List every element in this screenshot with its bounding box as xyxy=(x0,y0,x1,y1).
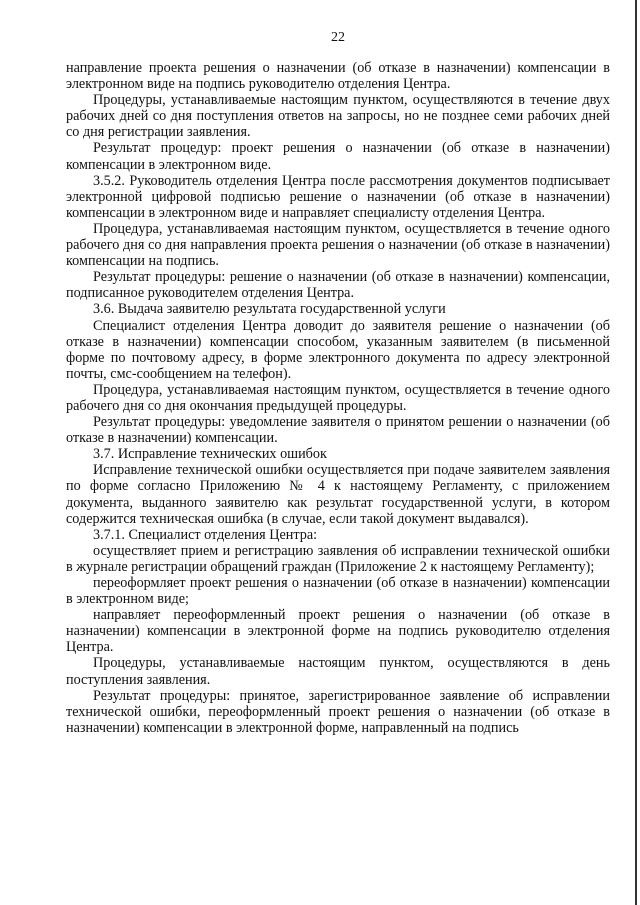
list-item: переоформляет проект решения о назначении (об отказе в назначении) компенсации в электронном виде; xyxy=(66,575,610,608)
paragraph: Результат процедуры: уведомление заявителя о принятом решении о назначении (об отказе в назначении) компенсации. xyxy=(66,414,610,447)
paragraph: Результат процедуры: принятое, зарегистрированное заявление об исправлении технической ошибки, переоформленный проект решения о назначении (об отказе в назначении) компенсации в электронной форме, направленный на подпись xyxy=(66,687,610,736)
page-edge-shadow xyxy=(635,0,637,905)
paragraph: Результат процедур: проект решения о назначении (об отказе в назначении) компенсации в электронном виде. xyxy=(66,140,610,173)
document-body xyxy=(66,60,610,736)
paragraph: направление проекта решения о назначении (об отказе в назначении) компенсации в электронном виде на подпись руководителю отделения Центра. xyxy=(66,60,610,93)
paragraph: Процедура, устанавливаемая настоящим пунктом, осуществляется в течение одного рабочего дня со дня окончания предыдущей процедуры. xyxy=(66,381,610,414)
paragraph: Процедура, устанавливаемая настоящим пунктом, осуществляется в течение одного рабочего дня со дня направления проекта решения о назначении (об отказе в назначении) компенсации на подпись. xyxy=(66,220,610,270)
subsection-heading: 3.7.1. Специалист отделения Центра: xyxy=(93,526,318,543)
section-heading: 3.7. Исправление технических ошибок xyxy=(93,446,327,463)
paragraph: 3.5.2. Руководитель отделения Центра после рассмотрения документов подписывает электронной цифровой подписью решение о назначении (об отказе в назначении) компенсации в электронном виде и направляет специалисту отделения Центра. xyxy=(66,172,610,221)
section-heading: 3.6. Выдача заявителю результата государственной услуги xyxy=(93,301,446,318)
paragraph: Процедуры, устанавливаемые настоящим пунктом, осуществляются в день поступления заявления. xyxy=(66,655,610,688)
paragraph: Результат процедуры: решение о назначении (об отказе в назначении) компенсации, подписанное руководителем отделения Центра. xyxy=(66,269,610,302)
list-item: направляет переоформленный проект решения о назначении (об отказе в назначении) компенсации в электронной форме на подпись руководителю отделения Центра. xyxy=(66,607,610,656)
list-item: осуществляет прием и регистрацию заявления об исправлении технической ошибки в журнале регистрации обращений граждан (Приложение 2 к настоящему Регламенту); xyxy=(66,542,610,575)
page-number: 22 xyxy=(331,30,345,45)
paragraph: Специалист отделения Центра доводит до заявителя решение о назначении (об отказе в назначении) компенсации способом, указанным заявителем (в письменной форме по почтовому адресу, в форме электронного документа по адресу электронной почты, смс-сообщением на телефон). xyxy=(66,317,610,382)
paragraph: Исправление технической ошибки осуществляется при подаче заявителем заявления по форме согласно Приложению № 4 к настоящему Регламенту, с приложением документа, выданного заявителю как результат государственной услуги, в котором содержится техническая ошибка (в случае, если такой документ выдавался). xyxy=(66,462,610,527)
paragraph: Процедуры, устанавливаемые настоящим пунктом, осуществляются в течение двух рабочих дней со дня поступления ответов на запросы, но не позднее семи рабочих дней со дня регистрации заявления. xyxy=(66,92,610,141)
